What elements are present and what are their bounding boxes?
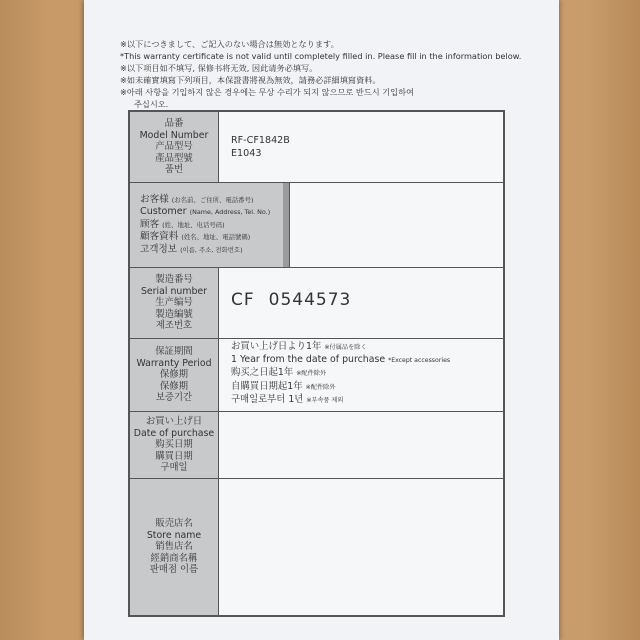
purchase-date-row [130,411,503,478]
serial-number: 0544573 [268,290,352,310]
customer-label: お客様 (お名前、ご住所、電話番号) Customer (Name, Address, Tel. No.) 顾客 (姓、地址、电话号码) 顧客資料 (姓名、地址、電話號碼) 고객정보 (이름, 주소, 전화번호) [130,183,290,267]
serial-label: 製造番号 Serial number 生产编号 製造編號 제조번호 [130,268,219,338]
model-value [219,112,503,182]
purchase-date-label: お買い上げ日 Date of purchase 购买日期 購買日期 구매일 [130,412,219,478]
note-en: *This warranty certificate is not valid until completely filled in. Please fill in the information below. [120,51,522,61]
model-number: RF-CF1842B [231,135,290,146]
customer-row [130,182,503,267]
warranty-period-value: お買い上げ日より1年 ※付属品を除く 1 Year from the date of purchase *Except accessories 购买之日起1年 ※配件除外 自購買日期起1年 ※配件除外 구매일로부터 1년 ※부속품 제외 [231,341,451,405]
serial-row [130,267,503,338]
warranty-period-label: 保証期間 Warranty Period 保修期 保修期 보증기간 [130,339,219,411]
note-ko: ※아래 사항을 기입하지 않은 경우에는 무상 수리가 되지 않으므로 반드시 기입하여 [120,87,414,97]
note-zh-cn: ※以下项目如不填写, 保修书将无效, 因此请务必填写。 [120,63,318,73]
warranty-period-row [130,338,503,411]
store-label: 販売店名 Store name 销售店名 經銷商名稱 판매점 이름 [130,479,219,615]
model-row [130,112,503,182]
model-code: E1043 [231,148,262,159]
note-ja: ※以下につきまして、ご記入のない場合は無効となります。 [120,39,339,49]
purchase-date-value [219,412,503,478]
instruction-notes [120,38,550,110]
store-value [219,479,503,615]
customer-value [290,183,503,267]
note-zh-tw: ※如未確實填寫下列項目，本保證書將視為無效，請務必詳細填寫資料。 [120,75,381,85]
serial-value [219,268,503,338]
warranty-form [128,110,505,617]
note-ko-cont: 주십시오. [134,99,169,109]
warranty-card [84,0,559,640]
serial-prefix: CF [231,290,255,310]
model-label: 品番 Model Number 产品型号 產品型號 품번 [130,112,219,182]
store-row [130,478,503,615]
